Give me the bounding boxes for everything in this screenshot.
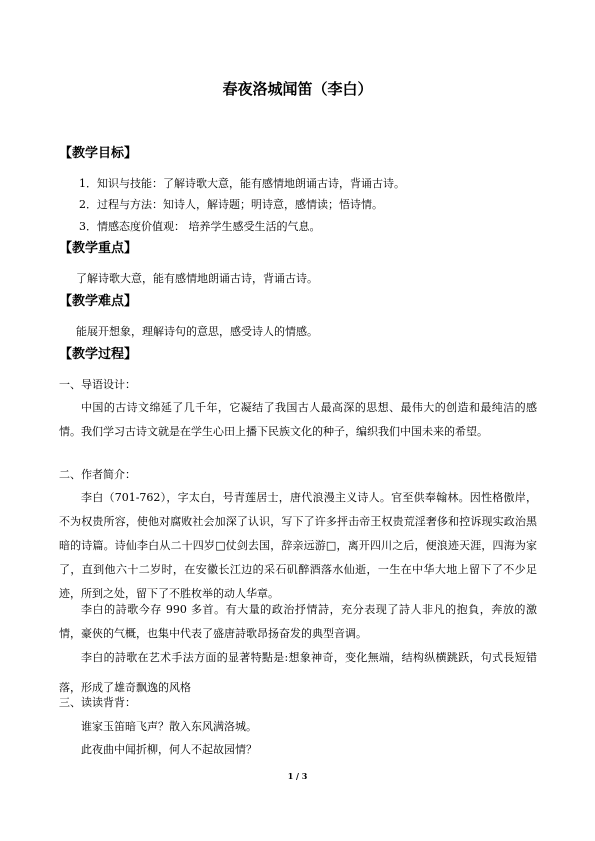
poem-line-2: 此夜曲中闻折柳，何人不起故园情？ (81, 743, 257, 756)
goal-item-3: 3．情感态度价值观： 培养学生感受生活的气息。 (79, 220, 321, 233)
page-number: 1 / 3 (287, 771, 308, 781)
author-paragraph-3: 李白的詩歌在艺术手法方面的显著特點是:想象神奇，变化無端，结构纵横跳跃，句式長短错落，形成了雄奇飘逸的风格 (59, 651, 537, 694)
intro-section-title: 一、导语设计： (59, 378, 136, 391)
poem-line-1: 谁家玉笛暗飞声？散入东风满洛城。 (81, 720, 257, 733)
difficulties-text: 能展开想象，理解诗句的意思，感受诗人的情感。 (76, 325, 318, 338)
author-section-title: 二、作者简介： (59, 468, 136, 481)
author-paragraph-2: 李白的詩歌今存 990 多首。有大量的政治抒情詩，充分表现了詩人非凡的抱負，奔放的激情，豪俠的气概，也集中代表了盛唐詩歌昂扬奋发的典型音调。 (59, 603, 537, 640)
page-title: 春夜洛城闻笛（李白） (222, 80, 373, 98)
difficulties-heading: 【教学难点】 (59, 294, 138, 309)
process-heading: 【教学过程】 (59, 347, 138, 362)
intro-paragraph: 中国的古诗文绵延了几千年，它凝结了我国古人最高深的思想、最伟大的创造和最纯洁的感情。我们学习古诗文就是在学生心田上播下民族文化的种子，编织我们中国未来的希望。 (59, 401, 537, 438)
key-points-heading: 【教学重点】 (59, 241, 138, 256)
recite-section-title: 三、读读背背： (59, 696, 136, 709)
key-points-text: 了解诗歌大意，能有感情地朗诵古诗，背诵古诗。 (76, 272, 318, 285)
goal-item-1: 1．知识与技能：了解诗歌大意，能有感情地朗诵古诗，背诵古诗。 (79, 177, 405, 190)
goal-item-2: 2．过程与方法：知诗人，解诗题；明诗意，感情读；悟诗情。 (79, 198, 383, 211)
author-paragraph-1: 李白（701-762），字太白，号青莲居士，唐代浪漫主义诗人。官至供奉翰林。因性格傲岸，不为权贵所容，使他对腐败社会加深了认识，写下了许多抨击帝王权贵荒淫奢侈和控诉现实政治黑暗的诗篇。诗仙李白从二十四岁□仗剑去国，辞亲远游□，离开四川之后，便浪迹天涯，四海为家了，直到他六十二岁时，在安徽长江边的采石矶醉酒落水仙逝，一生在中华大地上留下了不少足迹，所到之处，留下了不胜枚举的动人华章。 (59, 491, 537, 600)
goals-heading: 【教学目标】 (59, 146, 138, 161)
